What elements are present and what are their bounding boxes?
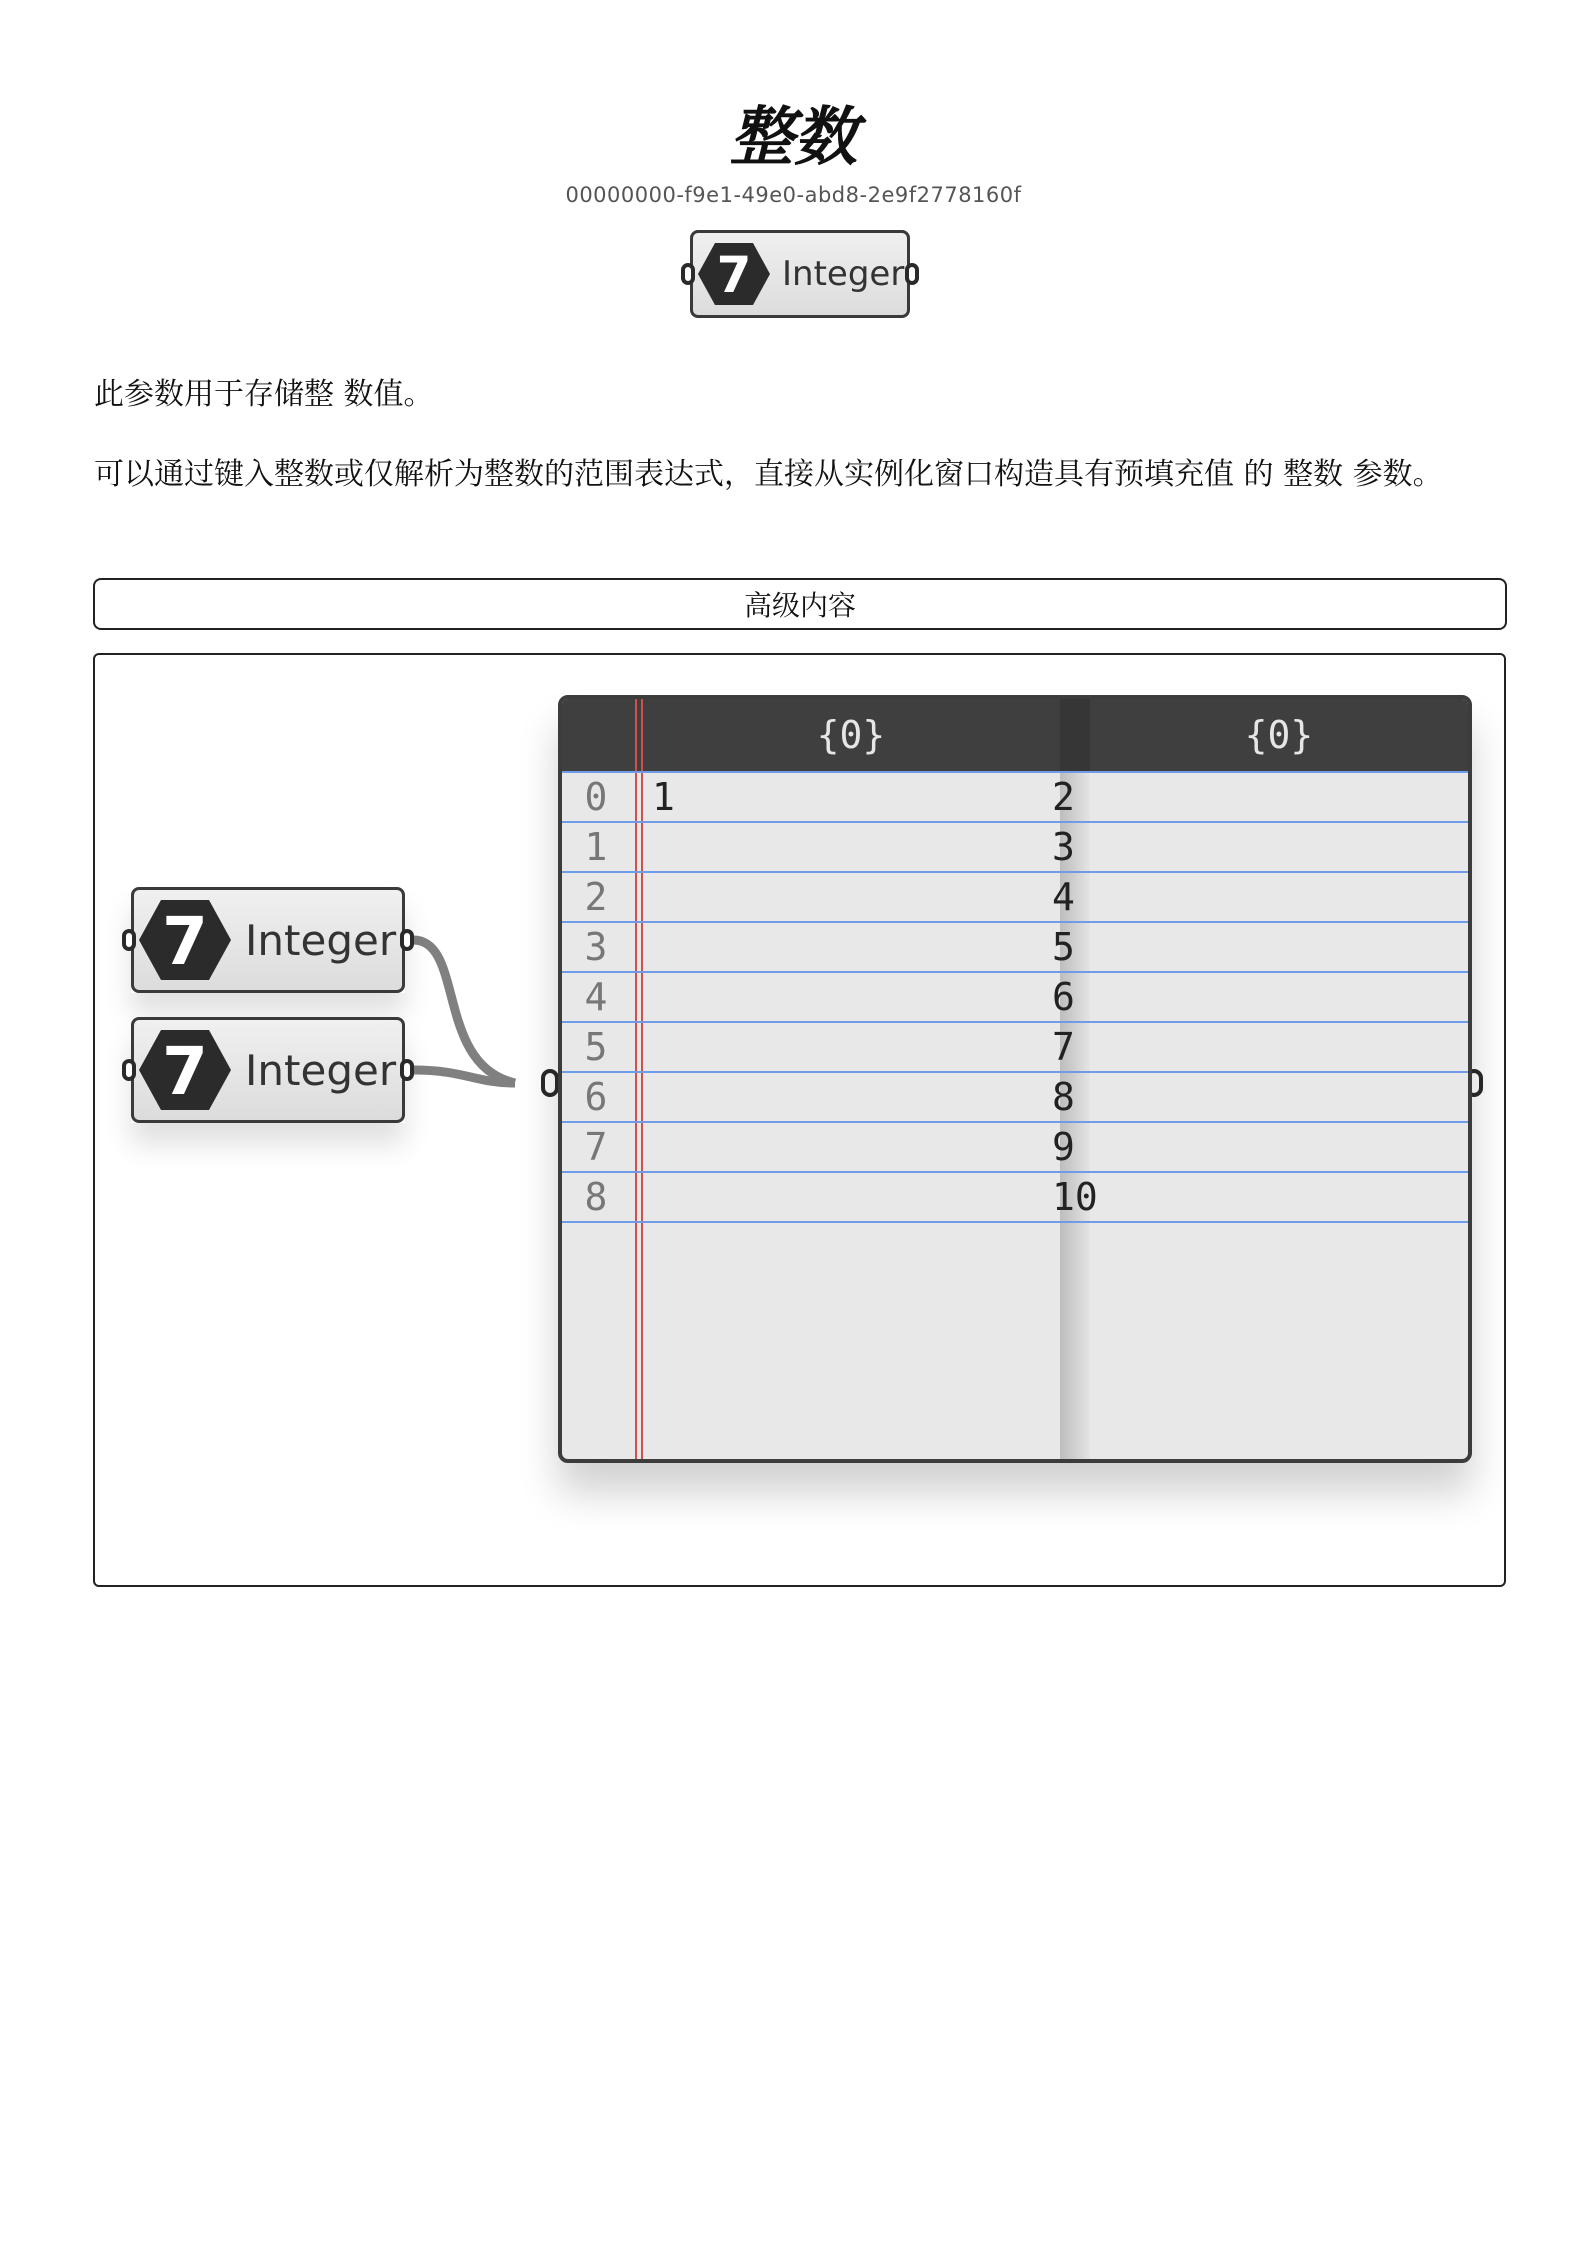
page-title: 整数: [729, 101, 858, 175]
row-line: [562, 1221, 1468, 1223]
integer-icon-glyph: 7: [716, 246, 752, 304]
row-line: [562, 1171, 1468, 1173]
margin-line: [635, 699, 637, 1459]
integer-hexagon-icon: [137, 1028, 233, 1112]
panel-cell: 5: [1052, 925, 1075, 969]
output-grip[interactable]: [400, 929, 414, 951]
integer-input-node-2[interactable]: [131, 1017, 405, 1123]
row-line: [562, 1071, 1468, 1073]
input-grip[interactable]: [681, 263, 695, 285]
integer-hexagon-icon: [137, 898, 233, 982]
data-panel[interactable]: [558, 695, 1472, 1463]
row-line: [562, 971, 1468, 973]
description-paragraph-2: 可以通过键入整数或仅解析为整数的范围表达式，直接从实例化窗口构造具有预填充值 的 整数 参数。: [94, 457, 1443, 492]
row-line: [562, 1121, 1468, 1123]
row-line: [562, 821, 1468, 823]
row-index: 2: [584, 875, 608, 919]
panel-cell: 3: [1052, 825, 1075, 869]
row-index: 1: [584, 825, 608, 869]
panel-cell: 9: [1052, 1125, 1075, 1169]
row-index: 6: [584, 1075, 608, 1119]
row-index: 7: [584, 1125, 608, 1169]
column-header-1: {0}: [816, 713, 886, 757]
panel-cell: 1: [652, 775, 675, 819]
node-label: Integer: [245, 1045, 397, 1095]
integer-icon-glyph: 7: [162, 903, 208, 980]
output-grip[interactable]: [905, 263, 919, 285]
row-index: 4: [584, 975, 608, 1019]
panel-cell: 10: [1052, 1175, 1098, 1219]
row-index: 8: [584, 1175, 608, 1219]
integer-hexagon-icon: [696, 241, 772, 307]
panel-cell: 4: [1052, 875, 1075, 919]
output-grip[interactable]: [400, 1059, 414, 1081]
node-label: Integer: [782, 254, 905, 294]
panel-cell: 6: [1052, 975, 1075, 1019]
column-header-2: {0}: [1244, 713, 1314, 757]
row-line: [562, 871, 1468, 873]
advanced-content-button[interactable]: 高级内容: [93, 578, 1507, 630]
panel-cell: 8: [1052, 1075, 1075, 1119]
description-paragraph-1: 此参数用于存储整 数值。: [94, 377, 434, 412]
panel-cell: 7: [1052, 1025, 1075, 1069]
input-grip[interactable]: [122, 929, 136, 951]
integer-param-node[interactable]: [690, 230, 910, 318]
panel-cell: 2: [1052, 775, 1075, 819]
row-index: 5: [584, 1025, 608, 1069]
margin-line: [641, 699, 643, 1459]
node-label: Integer: [245, 915, 397, 965]
integer-input-node-1[interactable]: [131, 887, 405, 993]
input-grip[interactable]: [122, 1059, 136, 1081]
row-index: 3: [584, 925, 608, 969]
row-line: [562, 921, 1468, 923]
row-index: 0: [584, 775, 608, 819]
component-guid: 00000000-f9e1-49e0-abd8-2e9f2778160f: [565, 183, 1022, 207]
row-line: [562, 1021, 1468, 1023]
panel-input-grip[interactable]: [541, 1069, 559, 1097]
integer-icon-glyph: 7: [162, 1033, 208, 1110]
column-divider-header: [1060, 699, 1090, 771]
example-canvas: [93, 653, 1506, 1587]
row-line: [562, 771, 1468, 773]
